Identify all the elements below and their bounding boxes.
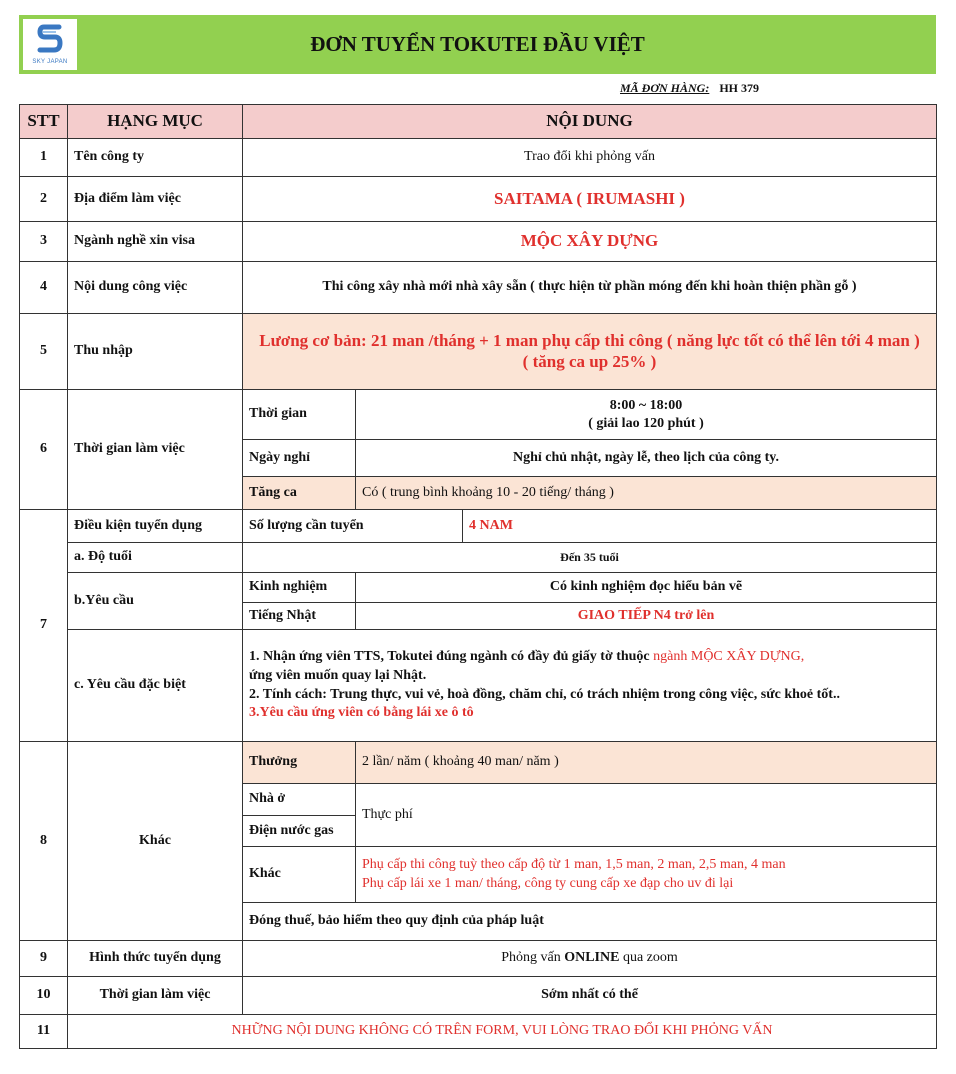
recruitment-method-text: Phỏng vấn [501,950,565,966]
table-row [20,262,937,314]
special-requirement-1-highlight: ngành MỘC XÂY DỰNG, [653,648,805,664]
page-title: ĐƠN TUYỂN TOKUTEI ĐẦU VIỆT [310,32,645,56]
headcount-value: 4 NAM [463,510,937,543]
special-requirement-1 [249,648,930,667]
row-number: 10 [20,977,68,1015]
days-off-value: Nghỉ chủ nhật, ngày lễ, theo lịch của công ty. [356,440,937,477]
sub-label: Thời gian [243,390,356,440]
table-header-row [20,105,937,139]
row-label: b.Yêu cầu [68,573,243,630]
footer-note: NHỮNG NỘI DUNG KHÔNG CÓ TRÊN FORM, VUI LÒNG TRAO ĐỔI KHI PHỎNG VẤN [68,1015,937,1049]
allowances-cell [356,847,937,903]
table-row [20,977,937,1015]
title-banner [19,15,936,74]
sub-label: Nhà ở [243,784,356,816]
sub-label: Thưởng [243,742,356,784]
company-name-value: Trao đổi khi phỏng vấn [243,139,937,177]
special-requirement-2: 2. Tính cách: Trung thực, vui vẻ, hoà đồng, chăm chỉ, có trách nhiệm trong công việc, sức khoẻ tốt.. [249,686,840,702]
row-number: 1 [20,139,68,177]
recruitment-method-online: ONLINE [564,950,620,966]
row-number: 5 [20,314,68,390]
special-requirement-1-text: 1. Nhận ứng viên TTS, Tokutei đúng ngành có đầy đủ giấy tờ thuộc [249,648,654,664]
special-requirement-3: 3.Yêu cầu ứng viên có bằng lái xe ô tô [249,705,474,721]
work-hours-cell [356,390,937,440]
row-label: Tên công ty [68,139,243,177]
experience-value: Có kinh nghiệm đọc hiểu bản vẽ [356,573,937,603]
table-row [20,314,937,390]
table-row [20,1015,937,1049]
income-line-2: ( tăng ca up 25% ) [522,351,657,371]
row-label: Hình thức tuyển dụng [68,941,243,977]
bonus-value: 2 lần/ năm ( khoảng 40 man/ năm ) [356,742,937,784]
row-label: Nội dung công việc [68,262,243,314]
special-requirements-cell [243,630,937,742]
order-code-label: MÃ ĐƠN HÀNG: [620,81,710,95]
row-label: Địa điểm làm việc [68,177,243,222]
row-label: a. Độ tuổi [68,543,243,573]
recruitment-method-cell [243,941,937,977]
sub-label: Khác [243,847,356,903]
row-number: 7 [20,510,68,742]
order-code-value: HH 379 [719,81,760,95]
row-label: Thời gian làm việc [68,977,243,1015]
visa-occupation-value: MỘC XÂY DỰNG [243,222,937,262]
column-header-content: NỘI DUNG [243,105,937,139]
table-row [20,510,937,543]
sub-label: Điện nước gas [243,816,356,847]
row-label: Khác [68,742,243,941]
row-number: 4 [20,262,68,314]
recruitment-method-suffix: qua zoom [619,950,678,966]
age-limit-value: Đến 35 tuổi [243,543,937,573]
allowance-line-1: Phụ cấp thi công tuỳ theo cấp độ từ 1 man, 1,5 man, 2 man, 2,5 man, 4 man [362,856,786,872]
sub-label: Số lượng cần tuyển [243,510,463,543]
row-number: 3 [20,222,68,262]
tax-insurance-value: Đóng thuế, bảo hiểm theo quy định của pháp luật [243,903,937,941]
table-row [20,222,937,262]
row-number: 11 [20,1015,68,1049]
sub-label: Tiếng Nhật [243,603,356,630]
row-label: c. Yêu cầu đặc biệt [68,630,243,742]
job-order-table [19,104,937,1049]
break-time-value: ( giải lao 120 phút ) [588,415,704,431]
row-number: 6 [20,390,68,510]
table-row [20,630,937,742]
allowance-line-2: Phụ cấp lái xe 1 man/ tháng, công ty cung cấp xe đạp cho uv đi lại [362,875,734,891]
row-number: 8 [20,742,68,941]
start-time-value: Sớm nhất có thể [243,977,937,1015]
row-number: 2 [20,177,68,222]
order-code [620,81,759,96]
sub-label: Tăng ca [243,477,356,510]
japanese-level-value: GIAO TIẾP N4 trở lên [356,603,937,630]
row-number: 9 [20,941,68,977]
work-hours-value: 8:00 ~ 18:00 [609,398,683,413]
row-label: Ngành nghề xin visa [68,222,243,262]
logo-text: SKY JAPAN [32,59,68,65]
row-label: Thu nhập [68,314,243,390]
column-header-category: HẠNG MỤC [68,105,243,139]
sub-label: Ngày nghỉ [243,440,356,477]
special-requirement-1-cont: ứng viên muốn quay lại Nhật. [249,667,427,683]
job-description-value: Thi công xây nhà mới nhà xây sẵn ( thực hiện từ phần móng đến khi hoàn thiện phần gỗ ) [243,262,937,314]
table-row [20,139,937,177]
income-line-1: Lương cơ bản: 21 man /tháng + 1 man phụ cấp thi công ( năng lực tốt có thể lên tới 4 man ) [259,331,920,351]
sub-label: Kinh nghiệm [243,573,356,603]
overtime-value: Có ( trung bình khoảng 10 - 20 tiếng/ tháng ) [356,477,937,510]
table-row [20,941,937,977]
income-cell [243,314,937,390]
table-row [20,543,937,573]
work-location-value: SAITAMA ( IRUMASHI ) [243,177,937,222]
column-header-stt: STT [20,105,68,139]
housing-cost-value: Thực phí [356,784,937,847]
row-label: Điều kiện tuyển dụng [68,510,243,543]
table-row [20,573,937,603]
row-label: Thời gian làm việc [68,390,243,510]
table-row [20,742,937,784]
table-row [20,177,937,222]
table-row [20,390,937,440]
